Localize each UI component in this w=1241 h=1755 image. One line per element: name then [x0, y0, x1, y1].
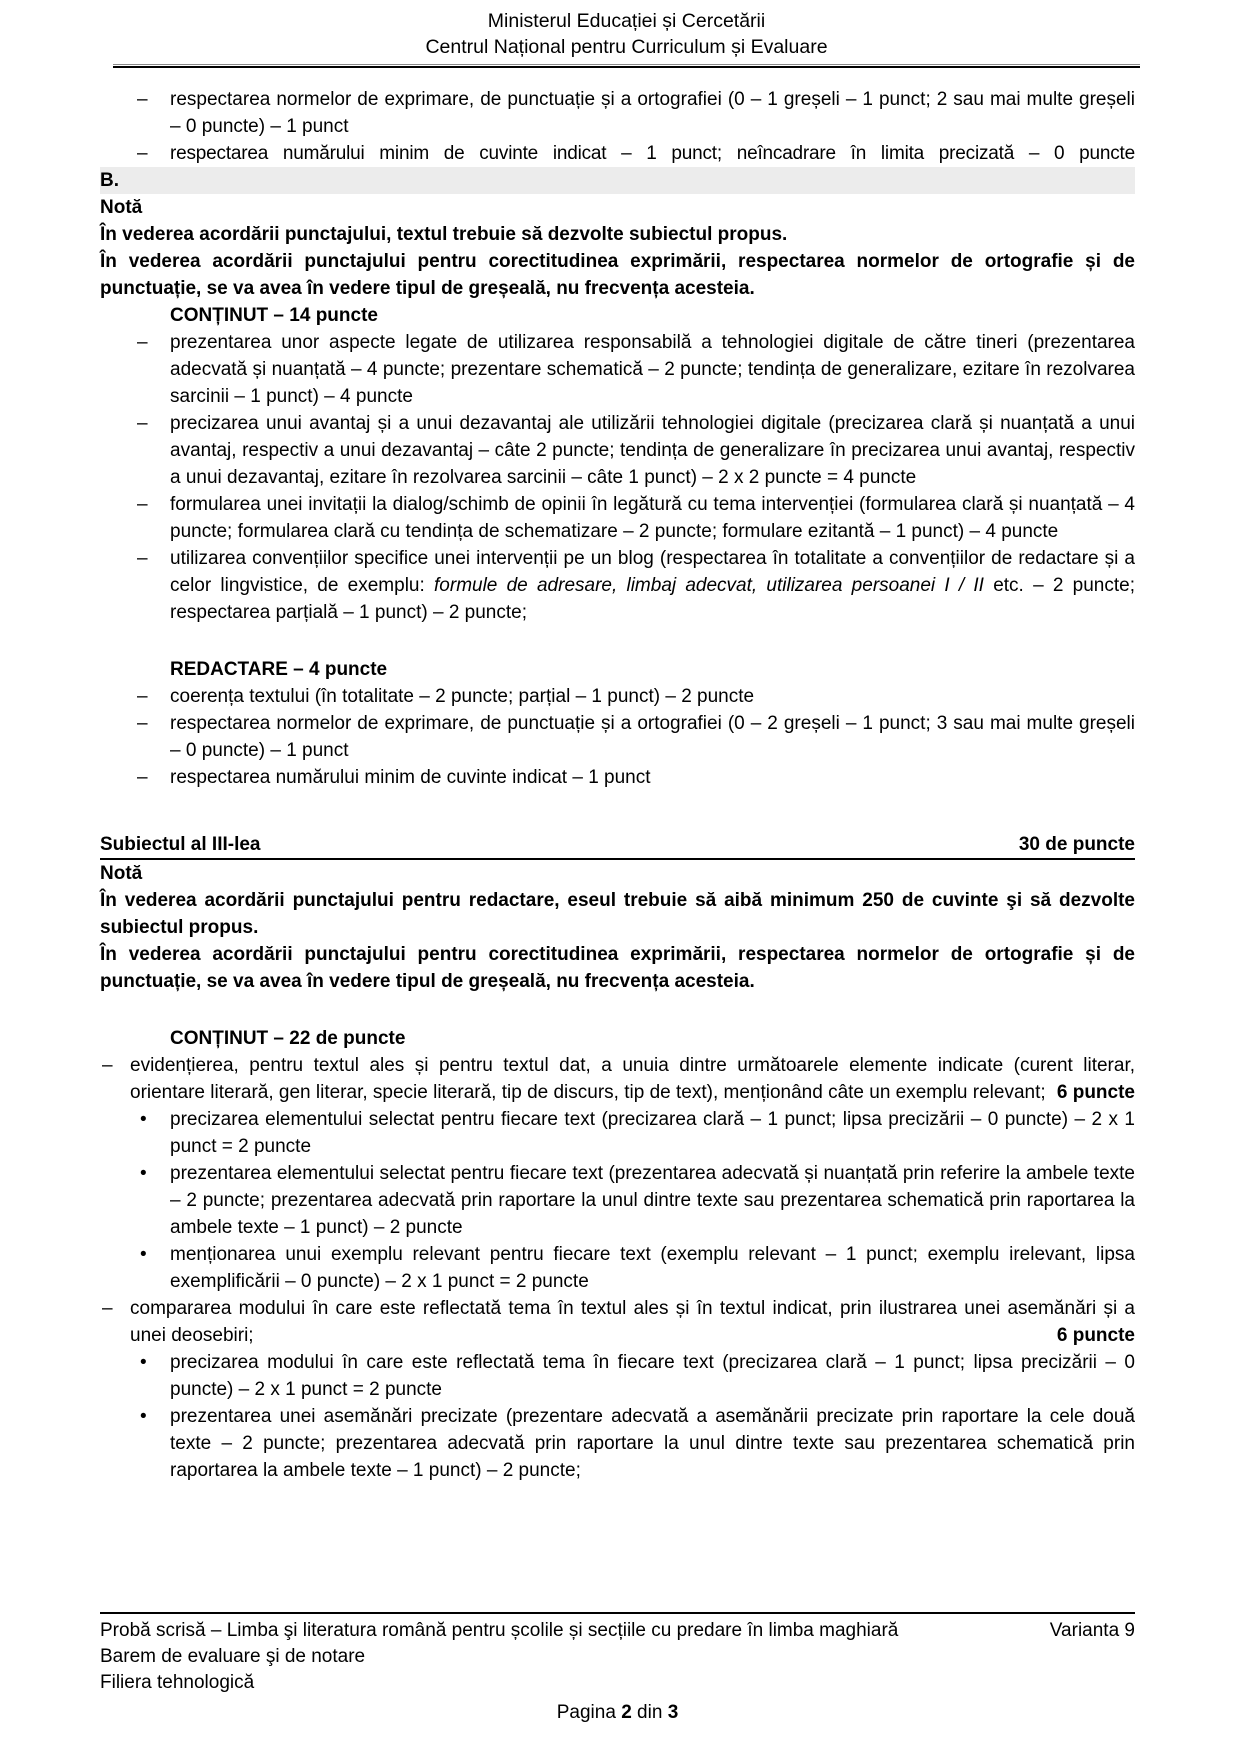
text-run: utilizarea convențiilor specifice unei intervenții pe un blog (respectarea în totalitate a convențiilor de redactare și a celor lingvistice, de exemplu:	[170, 548, 1135, 596]
header-line-center: Centrul Național pentru Curriculum și Evaluare	[425, 36, 828, 58]
subject-3-heading-row	[100, 831, 1135, 860]
bullet-marker: –	[137, 89, 148, 110]
text-run: precizarea elementului selectat pentru fiecare text (precizarea clară – 1 punct; lipsa precizării – 0 puncte) – 2 x 1 punct = 2 puncte	[170, 1109, 1135, 1157]
criterion-item	[100, 764, 1135, 791]
subject-3-nota-line1: În vederea acordării punctajului pentru redactare, eseul trebuie să aibă minimum 250 de cuvinte şi să dezvolte subiectul propus.	[100, 890, 1135, 938]
continut-14-heading: CONȚINUT – 14 puncte	[170, 305, 378, 326]
bullet-marker: –	[137, 548, 148, 569]
document-body	[100, 86, 1135, 1484]
footer-row-proba	[100, 1618, 1135, 1644]
criterion-item	[100, 1052, 1135, 1106]
bullet-marker: •	[140, 1244, 147, 1265]
criterion-item	[100, 683, 1135, 710]
bullet-marker: –	[137, 143, 148, 164]
footer-variant: Varianta 9	[1049, 1620, 1135, 1641]
section-b-nota-label: Notă	[100, 197, 143, 218]
text-run: prezentarea unor aspecte legate de utilizarea responsabilă a tehnologiei digitale de către tineri (prezentarea adecvată și nuanțată – 4 puncte; prezentare schematică – 2 puncte; tendința de generalizare, ezitare în rezolvarea sarcinii – 1 punct) – 4 puncte	[170, 332, 1135, 407]
page-current: 2	[621, 1702, 632, 1723]
text-run: menționarea unui exemplu relevant pentru fiecare text (exemplu relevant – 1 punct; exemplu irelevant, lipsa exemplificării – 0 puncte) – 2 x 1 punct = 2 puncte	[170, 1244, 1135, 1292]
subject-3-nota-label: Notă	[100, 863, 143, 884]
bullet-marker: –	[137, 413, 148, 434]
text-run: compararea modului în care este reflectată tema în textul ales și în textul indicat, prin ilustrarea unei asemănări și a unei deosebiri;	[130, 1298, 1135, 1346]
header-line-ministry: Ministerul Educației și Cercetării	[487, 10, 766, 32]
criterion-item	[100, 710, 1135, 764]
bullet-marker: –	[137, 332, 148, 353]
subject-3-nota-line2: În vederea acordării punctajului pentru corectitudinea exprimării, respectarea normelor de ortografie și de punctuație, se va avea în vedere tipul de greșeală, nu frecvența acesteia.	[100, 944, 1135, 992]
subject-3-points: 30 de puncte	[1018, 834, 1135, 855]
criterion-item	[100, 491, 1135, 545]
bullet-marker: •	[140, 1406, 147, 1427]
bullet-marker: –	[137, 767, 148, 788]
continut-22-criteria-list	[100, 1052, 1135, 1484]
criterion-item	[100, 140, 1135, 167]
page-separator: din	[637, 1702, 663, 1723]
bullet-marker: •	[140, 1352, 147, 1373]
redactare-criteria-list	[100, 683, 1135, 791]
criterion-item	[100, 1295, 1135, 1349]
sub-criterion-item	[100, 1160, 1135, 1241]
text-run: respectarea numărului minim de cuvinte indicat – 1 punct	[170, 767, 651, 788]
bullet-marker: –	[137, 494, 148, 515]
document-footer	[100, 1612, 1135, 1726]
header-divider	[113, 64, 1140, 68]
text-run: respectarea normelor de exprimare, de punctuație și a ortografiei (0 – 1 greșeli – 1 punct; 2 sau mai multe greșeli – 0 puncte) – 1 punct	[170, 89, 1135, 137]
text-run: coerența textului (în totalitate – 2 puncte; parțial – 1 punct) – 2 puncte	[170, 686, 755, 707]
section-b-nota-line1: În vederea acordării punctajului, textul trebuie să dezvolte subiectul propus.	[100, 224, 788, 245]
page-prefix: Pagina	[556, 1702, 616, 1723]
text-run: prezentarea elementului selectat pentru fiecare text (prezentarea adecvată și nuanțată prin referire la ambele texte – 2 puncte; prezentarea adecvată prin raportare la unul dintre texte sau prezentarea schematică prin raportarea la ambele texte – 1 punct) – 2 puncte	[170, 1163, 1135, 1238]
criterion-item	[100, 545, 1135, 626]
sub-criterion-item	[100, 1106, 1135, 1160]
subject-3-title: Subiectul al III-lea	[100, 834, 261, 855]
bullet-marker: –	[137, 686, 148, 707]
bullet-marker: •	[140, 1109, 147, 1130]
section-b-label: B.	[100, 167, 1135, 194]
footer-filiera-text: Filiera tehnologică	[100, 1672, 255, 1693]
italic-text-run: formule de adresare, limbaj adecvat, utilizarea persoanei I / II	[434, 575, 984, 596]
criterion-points: 6 puncte	[1056, 1325, 1135, 1346]
criterion-points: 6 puncte	[1056, 1082, 1135, 1103]
text-run: respectarea normelor de exprimare, de punctuație și a ortografiei (0 – 2 greșeli – 1 punct; 3 sau mai multe greșeli – 0 puncte) – 1 punct	[170, 713, 1135, 761]
sub-criterion-item	[100, 1403, 1135, 1484]
text-run: formularea unei invitații la dialog/schimb de opinii în legătură cu tema intervenției (formularea clară și nuanțată – 4 puncte; formularea clară cu tendința de schematizare – 2 puncte; formulare ezitantă – 1 punct) – 4 puncte	[170, 494, 1135, 542]
continut-14-criteria-list	[100, 329, 1135, 626]
text-run: precizarea unui avantaj și a unui dezavantaj ale utilizării tehnologiei digitale (precizarea clară și nuanțată a unui avantaj, respectiv a unui dezavantaj – câte 2 puncte; tendința de generalizare în precizarea unui avantaj, respectiv a unui dezavantaj, ezitare în rezolvarea sarcinii – câte 1 punct) – 2 x 2 puncte = 4 puncte	[170, 413, 1135, 488]
criterion-item	[100, 329, 1135, 410]
section-a-criteria-list	[100, 86, 1135, 167]
text-run: prezentarea unei asemănări precizate (prezentare adecvată a asemănării precizate prin raportare la cele două texte – 2 puncte; prezentarea adecvată prin raportare la unul dintre texte sau prezentarea schematică prin raportarea la ambele texte – 1 punct) – 2 puncte;	[170, 1406, 1135, 1481]
section-b-nota-line2: În vederea acordării punctajului pentru corectitudinea exprimării, respectarea normelor de ortografie și de punctuație, se va avea în vedere tipul de greșeală, nu frecvența acesteia.	[100, 251, 1135, 299]
text-run: respectarea numărului minim de cuvinte indicat – 1 punct; neîncadrare în limita precizată – 0 puncte	[170, 143, 1135, 164]
bullet-marker: –	[137, 713, 148, 734]
criterion-item	[100, 410, 1135, 491]
sub-criterion-item	[100, 1241, 1135, 1295]
criterion-item	[100, 86, 1135, 140]
bullet-marker: •	[140, 1163, 147, 1184]
bullet-marker: –	[102, 1055, 113, 1076]
footer-page-indicator	[100, 1700, 1135, 1726]
document-header	[113, 8, 1140, 60]
sub-criterion-item	[100, 1349, 1135, 1403]
page-total: 3	[667, 1702, 679, 1723]
text-run: precizarea modului în care este reflectată tema în fiecare text (precizarea clară – 1 punct; lipsa precizării – 0 puncte) – 2 x 1 punct = 2 puncte	[170, 1352, 1135, 1400]
text-run: etc. – 2 puncte; respectarea parțială – 1 punct) – 2 puncte;	[170, 575, 1136, 623]
footer-proba-text: Probă scrisă – Limba şi literatura română pentru școlile și secțiile cu predare în limba maghiară	[100, 1620, 899, 1641]
continut-22-heading: CONȚINUT – 22 de puncte	[170, 1028, 406, 1049]
bullet-marker: –	[102, 1298, 113, 1319]
footer-barem-text: Barem de evaluare şi de notare	[100, 1646, 366, 1667]
redactare-heading: REDACTARE – 4 puncte	[170, 659, 388, 680]
text-run: evidențierea, pentru textul ales și pentru textul dat, a unuia dintre următoarele elemente indicate (curent literar, orientare literară, gen literar, specie literară, tip de discurs, tip de text), menționând câte un exemplu relevant;	[130, 1055, 1135, 1103]
